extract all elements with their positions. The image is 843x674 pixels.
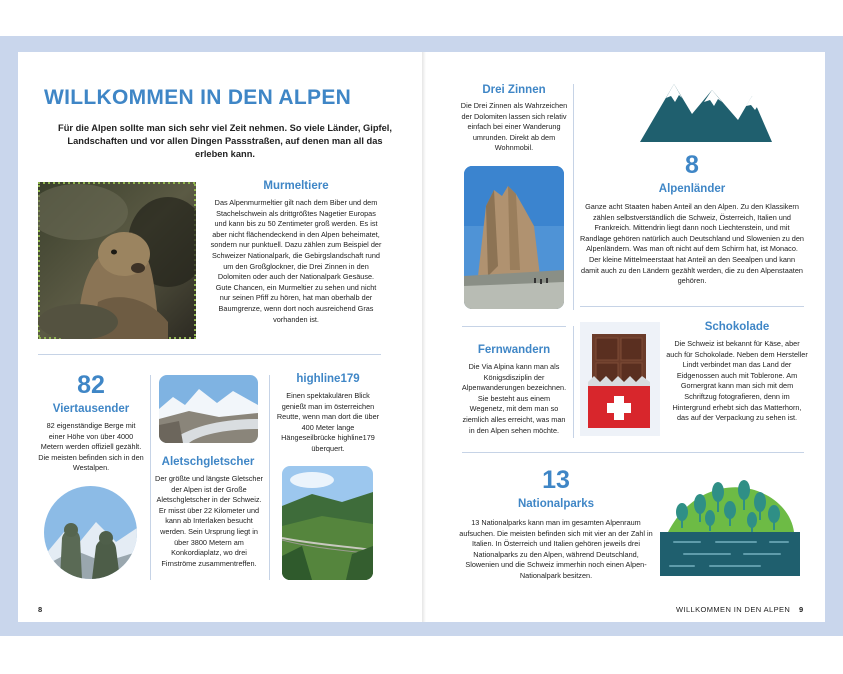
right-divider-1	[580, 306, 804, 307]
monument-photo	[44, 486, 137, 579]
drei-zinnen-photo	[464, 166, 564, 309]
alpenlaender-heading: Alpenländer	[658, 183, 726, 195]
right-page-number: 9	[799, 605, 804, 614]
viertausender-text: 82 eigenständige Berge mit einer Höhe von über 4000 Metern werden offiziell gezählt. Die meisten befinden sich in den Westalpen.	[38, 421, 144, 473]
murmeltiere-text: Das Alpenmurmeltier gilt nach dem Biber und dem Stachelschwein als drittgrößtes Nagetier Europas und kann bis zu 50 Zentimeter groß werden. Es ist aber nicht flächendeckend in den Alpen beheimatet, sondern nur punktuell. Dazu zählen zum Beispiel der Schweizer Nationalpark, die Gebirgslandschaft rund um den Großglockner, die Drei Zinnen in den Dolomiten oder auch der Nationalpark Gesäuse. Gute Chancen, ein Murmeltier zu sehen und nicht nur seinen Pfiff zu hören, hat man oberhalb der Baumgrenze, wenn dort noch ausreichend Gras vorhanden ist.	[210, 198, 382, 324]
running-head: WILLKOMMEN IN DEN ALPEN	[676, 605, 791, 614]
marmot-photo	[38, 182, 196, 339]
mountains-icon	[640, 78, 772, 142]
highline-bridge-photo	[282, 466, 373, 580]
page-title: WILLKOMMEN IN DEN ALPEN	[44, 86, 352, 109]
right-divider-3	[462, 452, 804, 453]
left-column-divider-2	[269, 375, 270, 580]
drei-zinnen-text: Die Drei Zinnen als Wahrzeichen der Dolomiten lassen sich relativ einfach bei einer Wanderung umrunden. Direkt ab dem Wohnmobil.	[460, 101, 568, 153]
forest-lake-icon	[660, 470, 800, 580]
page-gutter	[422, 52, 426, 622]
right-column-divider-top	[573, 84, 574, 310]
schokolade-text: Die Schweiz ist bekannt für Käse, aber auch für Schokolade. Neben dem Hersteller Lindt verbindet man das Land der Eidgenossen auch mit Toblerone. Am Gornergrat kann man sich mit dem Schriftzug fotografieren, denn im Hintergrund erhebt sich das Matterhorn, das auf der Verpackung zu sehen ist.	[666, 339, 808, 423]
nationalparks-number: 13	[542, 466, 570, 494]
right-column-divider-mid	[573, 326, 574, 438]
left-divider	[38, 354, 381, 355]
fernwandern-heading: Fernwandern	[477, 344, 551, 356]
highline-text: Einen spektakulären Blick genießt man im österreichen Reutte, wenn man dort die über 400 Meter lange Hängeseilbrücke highline179 überquert.	[276, 391, 380, 453]
nationalparks-heading: Nationalparks	[517, 498, 595, 510]
aletschgletscher-text: Der größte und längste Gletscher der Alpen ist der Große Aletschgletscher in der Schweiz. Er misst über 22 Kilometer und kann ab Interlaken besucht werden. Sein Ursprung liegt in über 3800 Metern am Konkordiaplatz, wo drei Firnströme zusammentreffen.	[155, 474, 263, 568]
left-column-divider-1	[150, 375, 151, 580]
highline-heading: highline179	[296, 373, 360, 385]
viertausender-heading: Viertausender	[52, 403, 130, 415]
aletschgletscher-heading: Aletschgletscher	[161, 456, 255, 468]
fernwandern-text: Die Via Alpina kann man als Königsdisziplin der Alpenwanderungen bezeichnen. Sie besteht aus einem Wegenetz, mit dem man so ziemlich alles erreicht, was man in den Alpen sehen möchte.	[461, 362, 567, 435]
left-page-number: 8	[38, 605, 43, 614]
intro-text: Für die Alpen sollte man sich sehr viel Zeit nehmen. So viele Länder, Gipfel, Landschaften und vor allen Dingen Passstraßen, auf denen man all das erleben kann.	[58, 123, 392, 159]
murmeltiere-heading: Murmeltiere	[263, 180, 329, 192]
alpenlaender-number: 8	[685, 151, 699, 179]
right-divider-2	[462, 326, 566, 327]
swiss-chocolate-icon	[580, 322, 660, 436]
nationalparks-text: 13 Nationalparks kann man im gesamten Alpenraum aufsuchen. Die meisten befinden sich mit vier an der Zahl in Italien. In Österreich und Italien gehören jeweils drei Nationalparks zu den Alpen, während Deutschland, Slowenien und die Schweiz immerhin noch einen Alpen-Nationalpark besitzen.	[459, 518, 653, 580]
schokolade-heading: Schokolade	[704, 321, 770, 333]
viertausender-number: 82	[77, 371, 105, 399]
drei-zinnen-heading: Drei Zinnen	[482, 84, 546, 96]
glacier-photo	[159, 375, 258, 443]
alpenlaender-text: Ganze acht Staaten haben Anteil an den Alpen. Zu den Klassikern zählen selbstverständlich die Schweiz, Österreich, Italien und Frankreich. Mittendrin liegt dann noch Liechtenstein, und mit Randlage gehören natürlich auch Deutschland und Slowenien zu den Alpenländern. Was man oft nicht auf dem Schirm hat, ist Monaco. Der kleine Mittelmeerstaat hat Anteil an den Seealpen und kann damit auch zu den Ländern gezählt werden, die zu den Alpenstaaten gehören.	[580, 202, 804, 286]
